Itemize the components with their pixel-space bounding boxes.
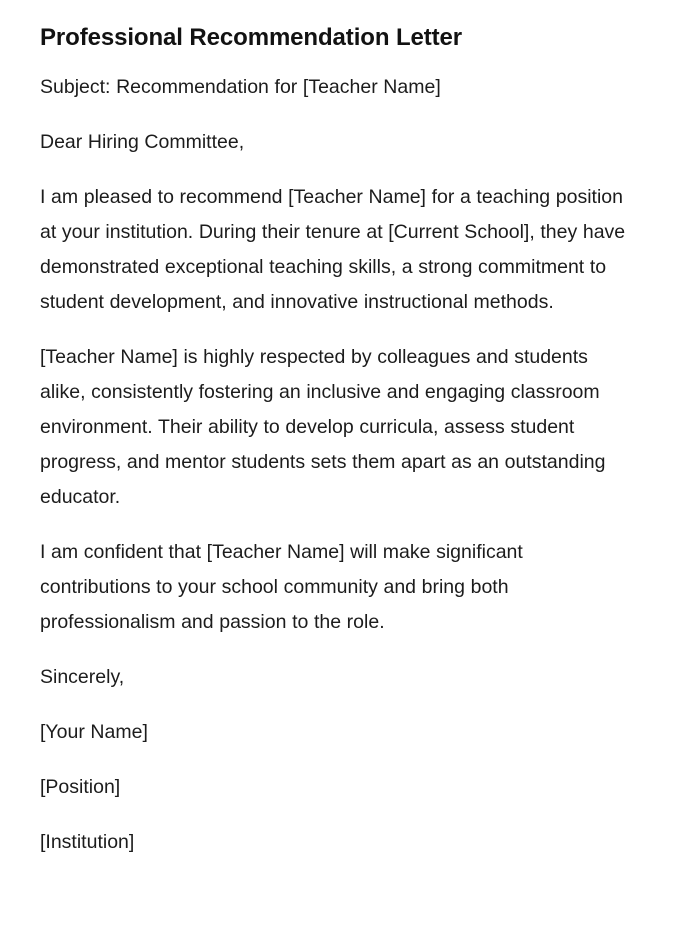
paragraph-3: I am confident that [Teacher Name] will make significant contributions to your school community and bring both professionalism and passion to the role. [40, 541, 523, 633]
signature-institution: [Institution] [40, 831, 135, 853]
closing: Sincerely, [40, 666, 125, 688]
page-title: Professional Recommendation Letter [40, 24, 463, 51]
signature-name: [Your Name] [40, 721, 148, 743]
salutation: Dear Hiring Committee, [40, 131, 245, 153]
signature-position: [Position] [40, 776, 121, 798]
paragraph-1: I am pleased to recommend [Teacher Name] for a teaching position at your institution. During their tenure at [Current School], they have demonstrated exceptional teaching skills, a strong commitment to student development, and innovative instructional methods. [40, 186, 626, 313]
letter-body [40, 70, 630, 860]
paragraph-2: [Teacher Name] is highly respected by colleagues and students alike, consistently fostering an inclusive and engaging classroom environment. Their ability to develop curricula, assess student progress, and mentor students sets them apart as an outstanding educator. [40, 346, 606, 508]
subject-line: Subject: Recommendation for [Teacher Name] [40, 76, 441, 98]
